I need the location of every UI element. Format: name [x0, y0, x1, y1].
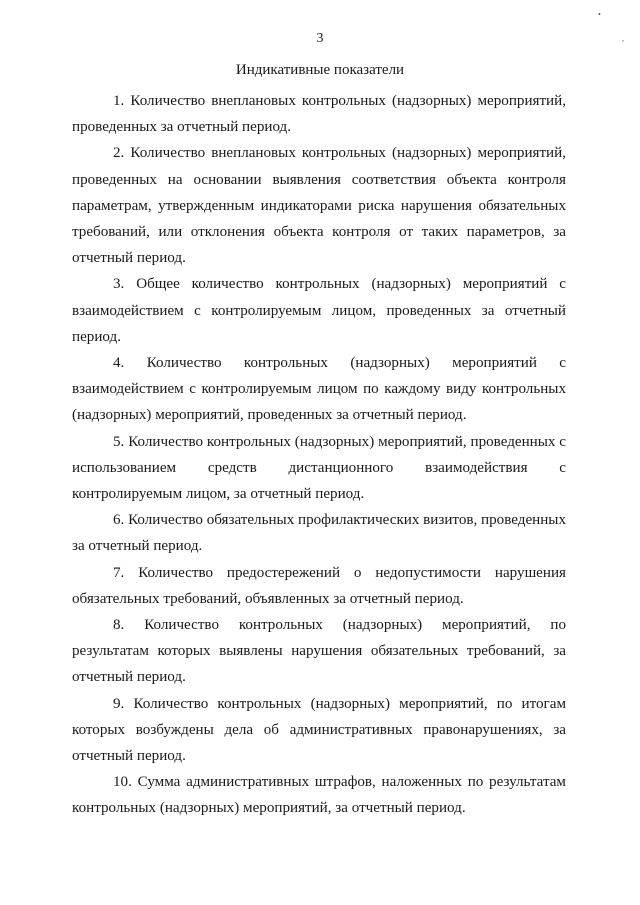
- item-text: Сумма административных штрафов, наложенных по результатам контрольных (надзорных) мероприятий, за отчетный период.: [72, 774, 566, 817]
- list-item: [72, 612, 566, 691]
- item-number: 1.: [113, 93, 125, 109]
- item-number: 7.: [113, 564, 125, 581]
- item-text: Количество внеплановых контрольных (надзорных) мероприятий, проведенных за отчетный период.: [72, 93, 566, 136]
- section-heading: Индикативные показатели: [235, 62, 405, 78]
- item-number: 5.: [113, 433, 125, 450]
- list-item: [72, 271, 566, 350]
- list-item: [72, 691, 566, 770]
- item-text: Количество внеплановых контрольных (надзорных) мероприятий, проведенных на основании выявления соответствия объекта контроля параметрам, утвержденным индикаторами риска нарушения обязательных требований, или отклонения объекта контроля от таких параметров, за отчетный период.: [72, 145, 566, 267]
- item-number: 8.: [113, 617, 125, 634]
- page-number: 3: [316, 31, 324, 46]
- item-text: Общее количество контрольных (надзорных) мероприятий с взаимодействием с контролируемым лицом, проведенных за отчетный период.: [72, 276, 567, 345]
- item-number: 6.: [113, 512, 125, 529]
- item-number: 4.: [113, 355, 125, 372]
- item-text: Количество контрольных (надзорных) мероприятий с взаимодействием с контролируемым лицом по каждому виду контрольных (надзорных) мероприятий, проведенных за отчетный период.: [72, 355, 566, 424]
- item-number: 3.: [113, 276, 125, 293]
- list-item: [72, 507, 566, 559]
- item-text: Количество предостережений о недопустимости нарушения обязательных требований, объявленных за отчетный период.: [72, 564, 566, 607]
- item-text: Количество обязательных профилактических визитов, проведенных за отчетный период.: [72, 512, 566, 555]
- item-number: 10.: [113, 774, 132, 791]
- indicator-list: [72, 88, 566, 822]
- item-text: Количество контрольных (надзорных) мероприятий, проведенных с использованием средств дистанционного взаимодействия с контролируемым лицом, за отчетный период.: [72, 433, 566, 503]
- list-item: [72, 560, 566, 612]
- scan-speck: ,: [622, 34, 624, 43]
- item-number: 2.: [113, 145, 125, 162]
- list-item: [72, 350, 566, 429]
- item-number: 9.: [113, 695, 125, 712]
- item-text: Количество контрольных (надзорных) мероприятий, по результатам которых выявлены нарушения обязательных требований, за отчетный период.: [72, 617, 566, 686]
- item-text: Количество контрольных (надзорных) мероприятий, по итогам которых возбуждены дела об административных правонарушениях, за отчетный период.: [72, 695, 566, 765]
- list-item: [72, 769, 566, 821]
- list-item: [72, 429, 566, 508]
- scan-speck: •: [598, 10, 601, 19]
- list-item: [72, 88, 566, 140]
- list-item: [72, 140, 566, 271]
